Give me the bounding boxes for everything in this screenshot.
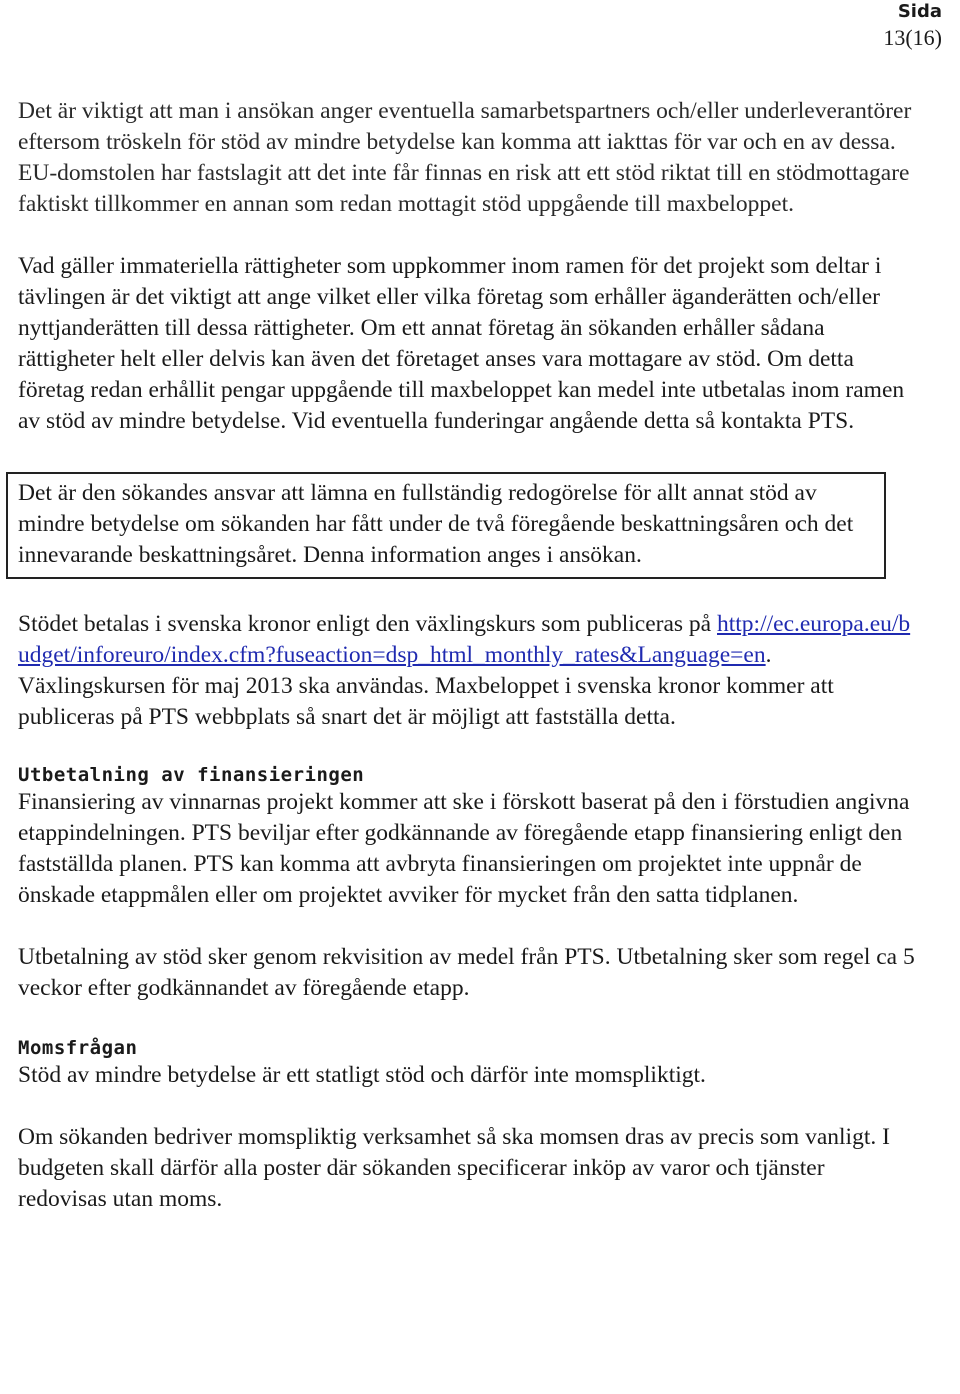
paragraph-finansiering: Finansiering av vinnarnas projekt kommer att ske i förskott baserat på den i förstudien angivna etappindelningen. PTS beviljar efter godkännande av föregående etapp finansiering enligt den fastställda planen. PTS kan komma att avbryta finansieringen om projektet inte uppnår de önskade etappmålen eller om projektet avviker för mycket från den satta tidplanen. xyxy=(18,789,910,908)
heading-momsfragan: Momsfrågan xyxy=(18,1037,138,1059)
page-header xyxy=(822,0,942,52)
paragraph-statligt-stod: Stöd av mindre betydelse är ett statligt stöd och därför inte momspliktigt. xyxy=(18,1062,706,1088)
paragraph-momspliktig: Om sökanden bedriver momspliktig verksamhet så ska momsen dras av precis som vanligt. I budgeten skall därför alla poster där sökanden specificerar inköp av varor och tjänster redovisas utan moms. xyxy=(18,1124,890,1212)
heading-utbetalning: Utbetalning av finansieringen xyxy=(18,764,365,786)
page-number: 13(16) xyxy=(883,25,942,50)
vaxlingskurs-text-after: . Växlingskursen för maj 2013 ska användas. Maxbeloppet i svenska kronor kommer att publiceras på PTS webbplats så snart det är möjligt att fastställa detta. xyxy=(18,642,834,730)
paragraph-samarbetspartners: Det är viktigt att man i ansökan anger eventuella samarbetspartners och/eller underleverantörer eftersom tröskeln för stöd av mindre betydelse kan komma att iakttas för var och en av dessa. EU-domstolen har fastslagit att det inte får finnas en risk att ett stöd riktat till en stödmottagare faktiskt tillkommer en annan som redan mottagit stöd uppgående till maxbeloppet. xyxy=(18,98,912,217)
document-body xyxy=(18,96,918,1215)
boxed-notice xyxy=(6,472,886,579)
page-label: Sida xyxy=(897,1,942,22)
paragraph-vaxlingskurs xyxy=(18,609,918,733)
paragraph-rekvisition: Utbetalning av stöd sker genom rekvisition av medel från PTS. Utbetalning sker som regel ca 5 veckor efter godkännandet av föregående etapp. xyxy=(18,944,915,1001)
inforeuro-link[interactable]: http://ec.europa.eu/budget/inforeuro/index.cfm?fuseaction=dsp_html_monthly_rates&Language=en xyxy=(18,611,911,668)
paragraph-sokandes-ansvar: Det är den sökandes ansvar att lämna en fullständig redogörelse för allt annat stöd av mindre betydelse om sökanden har fått under de två föregående beskattningsåren och det innevarande beskattningsåret. Denna information anges i ansökan. xyxy=(18,480,854,568)
vaxlingskurs-text-before: Stödet betalas i svenska kronor enligt den växlingskurs som publiceras på xyxy=(18,611,717,637)
paragraph-immateriella-rattigheter: Vad gäller immateriella rättigheter som uppkommer inom ramen för det projekt som deltar i tävlingen är det viktigt att ange vilket eller vilka företag som erhåller äganderätten och/eller nyttjanderätten till dessa rättigheter. Om ett annat företag än sökanden erhåller sådana rättigheter helt eller delvis kan även det företaget anses vara mottagare av stöd. Om detta företag redan erhållit pengar uppgående till maxbeloppet kan medel inte utbetalas inom ramen av stöd av mindre betydelse. Vid eventuella funderingar angående detta så kontakta PTS. xyxy=(18,253,905,434)
